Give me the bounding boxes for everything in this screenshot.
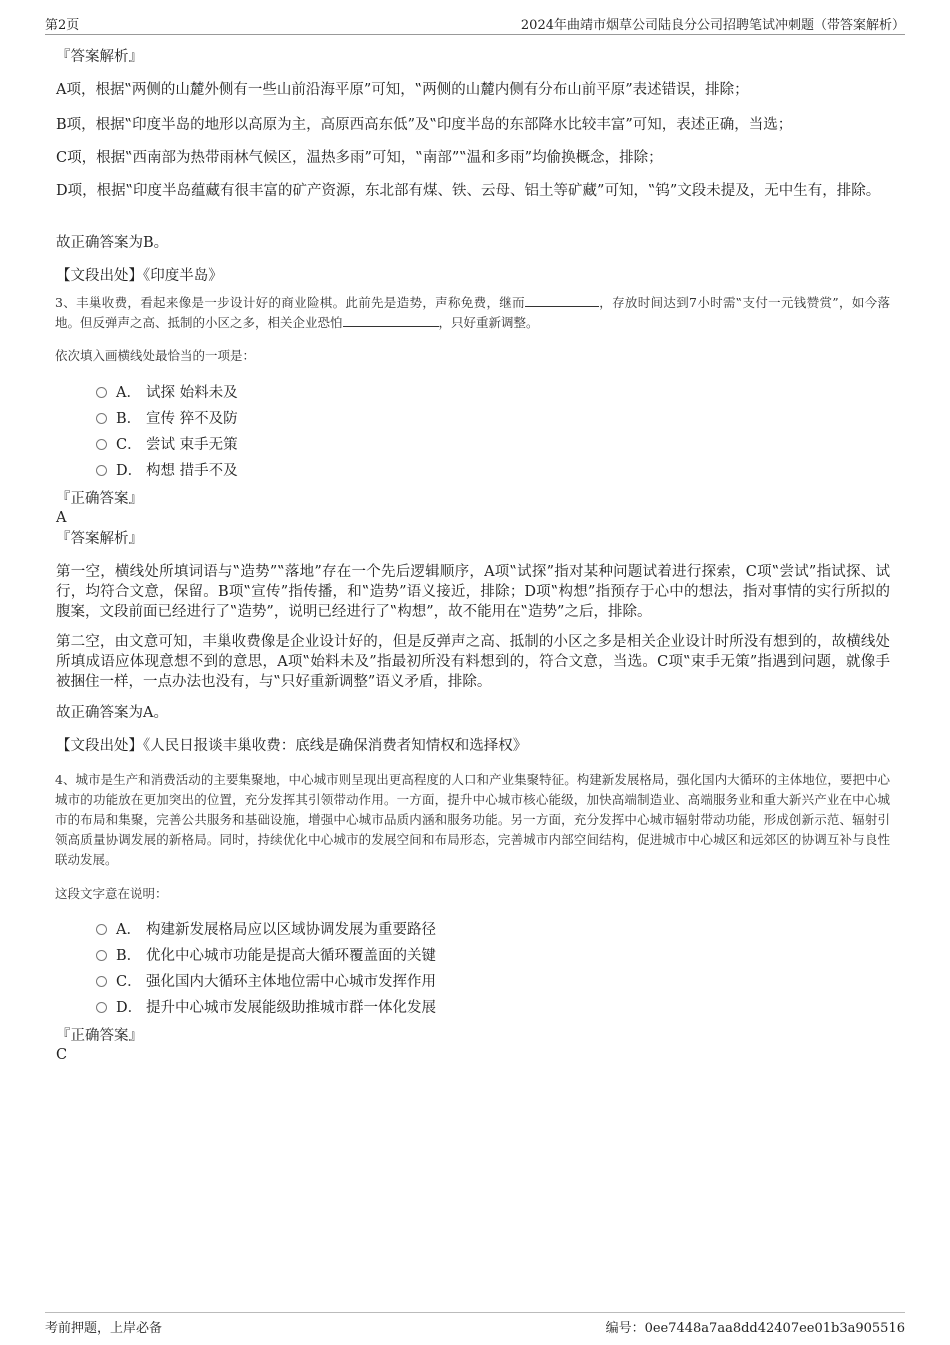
q3-prompt: 依次填入画横线处最恰当的一项是： [55, 348, 256, 363]
q2-analysis-d: D项，根据‟印度半岛蕴藏有很丰富的矿产资源，东北部有煤、铁、云母、铝土等矿藏”可知，‟钨”文段未提及，无中生有，排除。 [56, 183, 881, 199]
radio-button[interactable] [96, 387, 107, 398]
q2-conclusion: 故正确答案为B。 [56, 235, 169, 251]
page-footer [45, 1312, 905, 1336]
q4-stem: 4、城市是生产和消费活动的主要集聚地，中心城市则呈现出更高程度的人口和产业集聚特征。构建新发展格局，强化国内大循环的主体地位，要把中心城市的功能放在更加突出的位置，充分发挥其引领带动作用。一方面，提升中心城市核心能级，加快高端制造业、高端服务业和重大新兴产业在中心城市的布局和集聚，完善公共服务和基础设施，增强中心城市品质内涵和服务功能。另一方面，充分发挥中心城市辐射带动功能，形成创新示范、辐射引领高质量协调发展的新格局。同时，持续优化中心城市的发展空间和布局形态，完善城市内部空间结构，促进城市中心城区和远郊区的协调互补与良性联动发展。 [55, 772, 890, 867]
q4-prompt: 这段文字意在说明： [55, 886, 168, 901]
q3-option-c[interactable]: C． 尝试 束手无策 [96, 435, 238, 455]
q2-analysis-a: A项，根据‟两侧的山麓外侧有一些山前沿海平原”可知，‟两侧的山麓内侧有分布山前平原”表述错误，排除； [56, 82, 749, 98]
footer-slogan: 考前押题，上岸必备 [45, 1321, 163, 1336]
q3-conclusion: 故正确答案为A。 [56, 705, 168, 721]
q4-option-b[interactable]: B． 优化中心城市功能是提高大循环覆盖面的关键 [96, 946, 436, 966]
q4-answer: C [56, 1047, 68, 1063]
radio-button[interactable] [96, 465, 107, 476]
page-header [45, 14, 905, 35]
radio-button[interactable] [96, 439, 107, 450]
fill-blank-1 [525, 294, 599, 307]
q4-option-c[interactable]: C． 强化国内大循环主体地位需中心城市发挥作用 [96, 972, 436, 992]
q3-option-d[interactable]: D． 构想 措手不及 [96, 461, 238, 481]
q3-option-a[interactable]: A． 试探 始料未及 [96, 383, 238, 403]
q3-analysis-para1: 第一空，横线处所填词语与‟造势”‟落地”存在一个先后逻辑顺序，A项‟试探”指对某种问题试着进行探索，C项‟尝试”指试探、试行，均符合文意，保留。B项‟宣传”指传播，和‟造势”语义接近，排除；D项‟构想”指预存于心中的想法，指对事情的实行所拟的腹案，文段前面已经进行了‟造势”，说明已经进行了‟构想”，故不能用在‟造势”之后，排除。 [56, 564, 890, 620]
page-number: 第2页 [45, 18, 80, 33]
document-title: 2024年曲靖市烟草公司陆良分公司招聘笔试冲刺题（带答案解析） [520, 18, 905, 33]
radio-button[interactable] [96, 976, 107, 987]
q2-source: 【文段出处】《印度半岛》 [56, 268, 223, 284]
q3-analysis-para2: 第二空，由文意可知，丰巢收费像是企业设计好的，但是反弹声之高、抵制的小区之多是相关企业设计时所没有想到的，故横线处所填成语应体现意想不到的意思，A项‟始料未及”指最初所没有料想到的，符合文意，当选。C项‟束手无策”指遇到问题，就像手被捆住一样，一点办法也没有，与‟只好重新调整”语义矛盾，排除。 [56, 634, 890, 690]
q4-option-a[interactable]: A． 构建新发展格局应以区域协调发展为重要路径 [96, 920, 436, 940]
q3-stem: 3、丰巢收费，看起来像是一步设计好的商业险棋。此前先是造势，声称免费，继而 ，存放时间达到7小时需‟支付一元钱赞赏”，如今落地。但反弹声之高、抵制的小区之多，相关企业恐怕 ，只好重新调整。 [55, 295, 890, 330]
q3-answer: A [56, 510, 67, 526]
radio-button[interactable] [96, 924, 107, 935]
q3-source: 【文段出处】《人民日报谈丰巢收费：底线是确保消费者知情权和选择权》 [56, 738, 528, 754]
q4-answer-label: 『正确答案』 [56, 1028, 143, 1044]
radio-button[interactable] [96, 413, 107, 424]
q2-analysis-b: B项，根据‟印度半岛的地形以高原为主，高原西高东低”及‟印度半岛的东部降水比较丰富”可知，表述正确，当选； [56, 117, 793, 133]
radio-button[interactable] [96, 1002, 107, 1013]
q2-analysis-c: C项，根据‟西南部为热带雨林气候区，温热多雨”可知，‟南部”‟温和多雨”均偷换概念，排除； [56, 150, 663, 166]
q3-answer-label: 『正确答案』 [56, 491, 143, 507]
q2-analysis-label: 『答案解析』 [56, 49, 143, 65]
fill-blank-2 [343, 314, 439, 327]
q3-analysis-label: 『答案解析』 [56, 531, 143, 547]
document-id: 编号：0ee7448a7aa8dd42407ee01b3a905516 [605, 1321, 905, 1336]
radio-button[interactable] [96, 950, 107, 961]
q3-option-b[interactable]: B． 宣传 猝不及防 [96, 409, 238, 429]
q4-option-d[interactable]: D． 提升中心城市发展能级助推城市群一体化发展 [96, 998, 436, 1018]
